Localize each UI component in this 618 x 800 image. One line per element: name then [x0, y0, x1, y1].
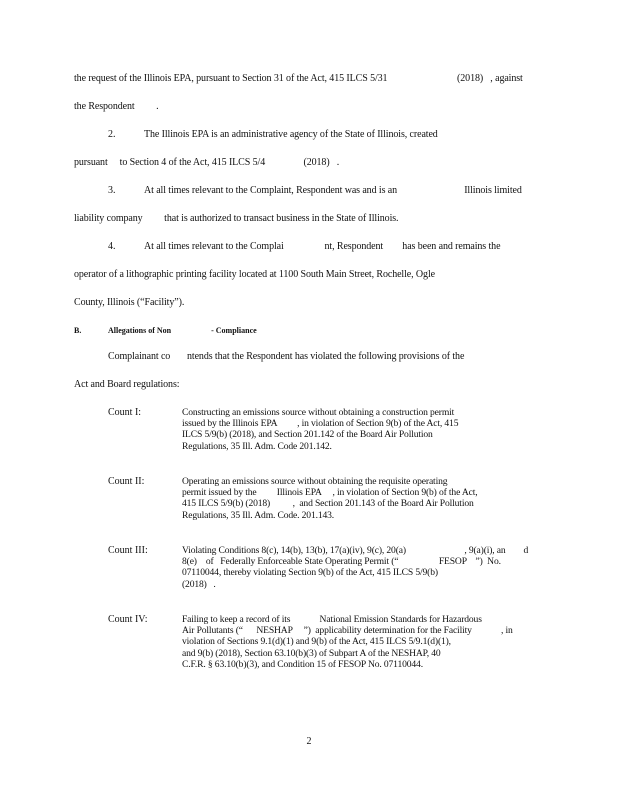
- count-4-line: and 9(b) (2018), Section 63.10(b)(3) of Subpart A of the NESHAP, 40: [182, 647, 441, 659]
- count-3-text: [182, 545, 554, 590]
- section-heading: Allegations of Non - Compliance: [108, 326, 257, 335]
- paragraph-4-number: 4.: [108, 241, 116, 252]
- count-2-line: Operating an emissions source without obtaining the requisite operating: [182, 476, 448, 487]
- count-3-label: Count III:: [108, 545, 148, 556]
- paragraph-3-line-1: At all times relevant to the Complaint, Respondent was and is an Illinois limited: [144, 185, 522, 196]
- count-3-line: Violating Conditions 8(c), 14(b), 13(b), 17(a)(iv), 9(c), 20(a) , 9(a)(i), an d: [182, 545, 529, 556]
- count-3-line: 07110044, thereby violating Section 9(b) of the Act, 415 ILCS 5/9(b): [182, 567, 438, 579]
- paragraph-2-number: 2.: [108, 129, 116, 140]
- paragraph-4-line-3: County, Illinois (“Facility”).: [74, 297, 185, 308]
- paragraph-1-line-2: the Respondent .: [74, 101, 159, 112]
- count-1-label: Count I:: [108, 407, 142, 418]
- count-4-label: Count IV:: [108, 614, 148, 625]
- count-1-text: [182, 407, 554, 452]
- paragraph-5-line-1: Complainant co ntends that the Respondent has violated the following provisions of the: [108, 351, 465, 362]
- paragraph-2-line-2: pursuant to Section 4 of the Act, 415 ILCS 5/4 (2018) .: [74, 157, 340, 168]
- paragraph-5-line-2: Act and Board regulations:: [74, 379, 180, 390]
- page-number: 2: [306, 736, 312, 747]
- count-2-line: Regulations, 35 Ill. Adm. Code. 201.143.: [182, 509, 335, 521]
- section-letter: B.: [74, 326, 82, 335]
- count-1-line: Regulations, 35 Ill. Adm. Code 201.142.: [182, 440, 332, 452]
- count-2-line: 415 ILCS 5/9(b) (2018) , and Section 201.143 of the Board Air Pollution: [182, 498, 474, 510]
- count-3-line: (2018) .: [182, 578, 216, 590]
- count-1-line: ILCS 5/9(b) (2018), and Section 201.142 of the Board Air Pollution: [182, 429, 433, 441]
- count-2-label: Count II:: [108, 476, 145, 487]
- count-2-text: [182, 476, 554, 521]
- count-1-line: issued by the Illinois EPA , in violation of Section 9(b) of the Act, 415: [182, 418, 459, 430]
- count-3-line: 8(e) of Federally Enforceable State Operating Permit (“ FESOP ”) No.: [182, 556, 501, 568]
- paragraph-1-line-1: the request of the Illinois EPA, pursuant to Section 31 of the Act, 415 ILCS 5/31 (2018) , against: [74, 73, 523, 84]
- paragraph-3-number: 3.: [108, 185, 116, 196]
- paragraph-2-line-1: The Illinois EPA is an administrative agency of the State of Illinois, created: [144, 129, 438, 140]
- count-4-line: C.F.R. § 63.10(b)(3), and Condition 15 of FESOP No. 07110044.: [182, 658, 423, 670]
- count-2-line: permit issued by the Illinois EPA , in violation of Section 9(b) of the Act,: [182, 487, 478, 499]
- count-4-line: violation of Sections 9.1(d)(1) and 9(b) of the Act, 415 ILCS 5/9.1(d)(1),: [182, 636, 451, 648]
- paragraph-4-line-1: At all times relevant to the Complai nt, Respondent has been and remains the: [144, 241, 501, 252]
- count-4-line: Failing to keep a record of its National Emission Standards for Hazardous: [182, 614, 482, 625]
- paragraph-3-line-2: liability company that is authorized to transact business in the State of Illinois.: [74, 213, 399, 224]
- count-1-line: Constructing an emissions source without obtaining a construction permit: [182, 407, 455, 418]
- paragraph-4-line-2: operator of a lithographic printing facility located at 1100 South Main Street, Rochelle, Ogle: [74, 269, 435, 280]
- count-4-text: [182, 614, 554, 670]
- count-4-line: Air Pollutants (“ NESHAP ”) applicability determination for the Facility , in: [182, 625, 513, 637]
